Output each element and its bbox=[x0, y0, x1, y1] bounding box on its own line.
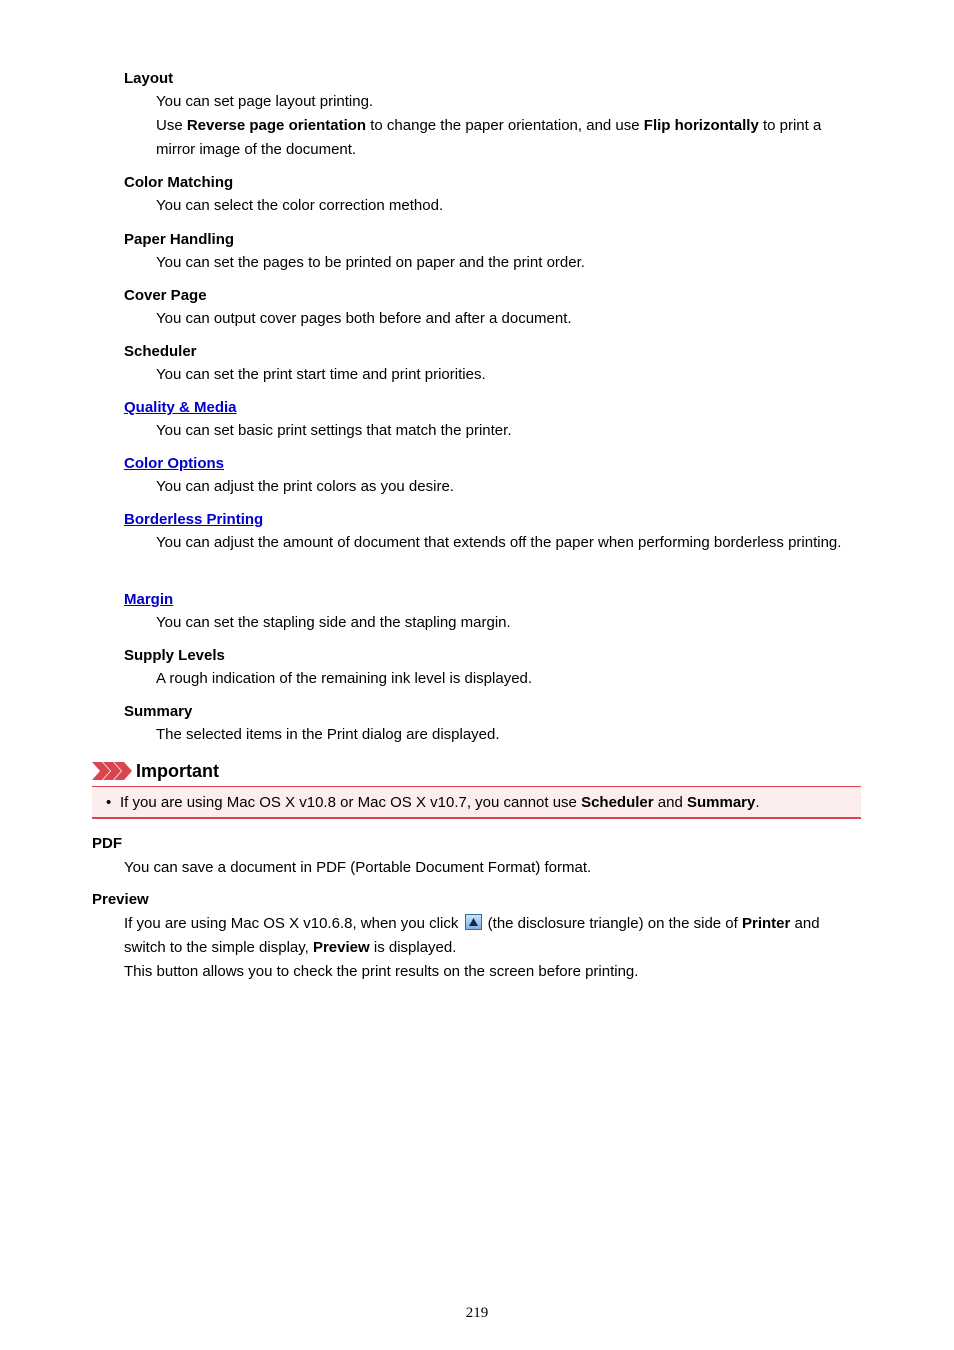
description-text: You can set the pages to be printed on paper and the print order. bbox=[156, 254, 585, 271]
bullet: • bbox=[106, 794, 112, 811]
description-text: You can output cover pages both before and after a document. bbox=[156, 310, 572, 327]
description-bold-text: Flip horizontally bbox=[643, 117, 759, 134]
description-text: The selected items in the Print dialog are displayed. bbox=[156, 726, 500, 743]
preview-text: If you are using Mac OS X v10.6.8, when you click bbox=[124, 915, 463, 932]
term-cover-page: Cover Page bbox=[124, 287, 207, 304]
preview-text: and switch to the simple display, bbox=[124, 915, 820, 956]
description-text: to print a mirror image of the document. bbox=[156, 117, 822, 158]
pdf-heading: PDF bbox=[92, 835, 122, 852]
term-layout: Layout bbox=[124, 70, 174, 87]
important-header bbox=[92, 758, 219, 784]
description-text: You can adjust the amount of document that extends off the paper when performing borderless printing. bbox=[156, 534, 842, 551]
description-quality-media bbox=[156, 419, 861, 443]
description-bold-text: Reverse page orientation bbox=[186, 117, 367, 134]
description-borderless-printing bbox=[156, 531, 861, 555]
important-bold-summary: Summary bbox=[686, 794, 756, 811]
preview-heading: Preview bbox=[92, 891, 149, 908]
description-line bbox=[156, 90, 861, 114]
description-text: You can select the color correction method. bbox=[156, 197, 444, 214]
description-supply-levels bbox=[156, 667, 861, 691]
description-line bbox=[156, 114, 861, 162]
link-borderless-printing[interactable]: Borderless Printing bbox=[124, 511, 264, 528]
important-bold-scheduler: Scheduler bbox=[581, 794, 654, 811]
description-text: Use bbox=[156, 117, 187, 134]
term-supply-levels: Supply Levels bbox=[124, 647, 225, 664]
description-paper-handling bbox=[156, 251, 861, 275]
term-summary: Summary bbox=[124, 703, 193, 720]
description-summary bbox=[156, 723, 861, 747]
description-text: A rough indication of the remaining ink level is displayed. bbox=[156, 670, 533, 687]
important-item bbox=[106, 793, 760, 813]
preview-text: is displayed. bbox=[369, 939, 457, 956]
description-line bbox=[156, 251, 861, 275]
term-color-matching: Color Matching bbox=[124, 174, 234, 191]
important-title: Important bbox=[136, 761, 219, 781]
disclosure-triangle-icon bbox=[465, 914, 482, 930]
description-scheduler bbox=[156, 363, 861, 387]
description-line bbox=[156, 363, 861, 387]
important-text: . bbox=[755, 794, 760, 811]
important-chevrons-icon bbox=[92, 762, 132, 780]
link-color-options[interactable]: Color Options bbox=[124, 455, 224, 472]
description-line bbox=[156, 475, 861, 499]
preview-paragraph bbox=[124, 912, 861, 960]
important-text: and bbox=[653, 794, 687, 811]
preview-bold-preview: Preview bbox=[312, 939, 370, 956]
description-layout bbox=[156, 90, 861, 162]
description-text: to change the paper orientation, and use bbox=[366, 117, 644, 134]
description-line bbox=[156, 723, 861, 747]
description-line bbox=[156, 419, 861, 443]
description-line bbox=[156, 194, 861, 218]
preview-text: (the disclosure triangle) on the side of bbox=[483, 915, 742, 932]
description-color-options bbox=[156, 475, 861, 499]
preview-bold-printer: Printer bbox=[741, 915, 791, 932]
page-number: 219 bbox=[465, 1305, 489, 1321]
description-text: You can set page layout printing. bbox=[156, 93, 374, 110]
link-margin[interactable]: Margin bbox=[124, 591, 174, 608]
pdf-text: You can save a document in PDF (Portable Document Format) format. bbox=[124, 859, 592, 876]
description-text: You can set the print start time and print priorities. bbox=[156, 366, 486, 383]
important-text: If you are using Mac OS X v10.8 or Mac OS X v10.7, you cannot use bbox=[120, 794, 582, 811]
description-margin bbox=[156, 611, 861, 635]
description-line bbox=[156, 611, 861, 635]
pdf-description bbox=[124, 856, 861, 880]
link-quality-media[interactable]: Quality & Media bbox=[124, 399, 237, 416]
description-cover-page bbox=[156, 307, 861, 331]
description-text: You can adjust the print colors as you desire. bbox=[156, 478, 454, 495]
preview-text: This button allows you to check the print results on the screen before printing. bbox=[124, 963, 639, 980]
important-box bbox=[92, 786, 861, 819]
description-text: You can set the stapling side and the stapling margin. bbox=[156, 614, 511, 631]
description-text: You can set basic print settings that match the printer. bbox=[156, 422, 512, 439]
term-paper-handling: Paper Handling bbox=[124, 231, 235, 248]
preview-description bbox=[124, 912, 861, 984]
description-color-matching bbox=[156, 194, 861, 218]
description-line bbox=[156, 667, 861, 691]
description-line bbox=[156, 531, 861, 555]
term-scheduler: Scheduler bbox=[124, 343, 197, 360]
description-line bbox=[156, 307, 861, 331]
